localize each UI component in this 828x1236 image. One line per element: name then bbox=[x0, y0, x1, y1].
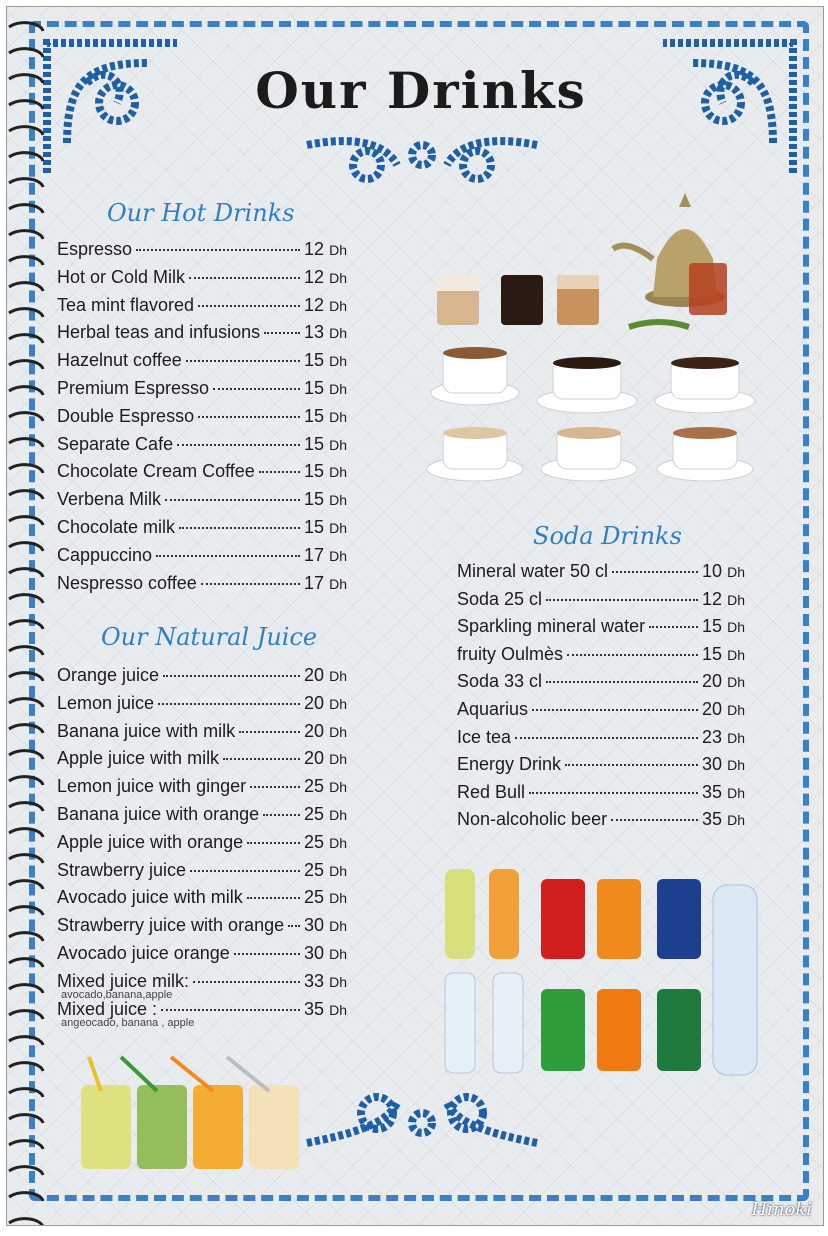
price-unit: Dh bbox=[329, 408, 347, 425]
price-value: 12 bbox=[702, 588, 723, 609]
dot-leader bbox=[546, 599, 698, 601]
price-value: 15 bbox=[304, 461, 325, 482]
menu-item-price bbox=[304, 804, 347, 825]
spiral-ring bbox=[9, 673, 43, 681]
price-unit: Dh bbox=[329, 325, 347, 342]
dot-leader bbox=[234, 953, 300, 955]
price-value: 35 bbox=[304, 998, 325, 1019]
price-unit: Dh bbox=[329, 723, 347, 740]
menu-item-name: Aquarius bbox=[457, 699, 529, 719]
price-unit: Dh bbox=[329, 890, 347, 907]
menu-item-price bbox=[702, 616, 745, 637]
price-value: 20 bbox=[304, 665, 325, 685]
menu-item-price bbox=[304, 378, 347, 399]
price-value: 12 bbox=[304, 266, 325, 287]
price-unit: Dh bbox=[727, 757, 745, 774]
menu-item-name: Espresso bbox=[57, 239, 133, 259]
menu-item-price bbox=[304, 860, 347, 881]
price-unit: Dh bbox=[329, 464, 347, 481]
price-unit: Dh bbox=[329, 353, 347, 370]
menu-item-price bbox=[702, 754, 745, 775]
price-unit: Dh bbox=[329, 520, 347, 536]
price-value: 25 bbox=[304, 804, 325, 824]
menu-item-name: Strawberry juice bbox=[57, 859, 187, 880]
price-unit: Dh bbox=[727, 646, 745, 663]
menu-item-row bbox=[457, 616, 745, 642]
spiral-ring bbox=[9, 595, 43, 603]
price-unit: Dh bbox=[329, 436, 347, 453]
spiral-ring bbox=[9, 491, 43, 499]
price-unit: Dh bbox=[329, 1001, 347, 1018]
spiral-ring bbox=[9, 153, 43, 161]
menu-item-name: Lemon juice with ginger bbox=[57, 776, 247, 797]
spiral-ring bbox=[9, 621, 43, 629]
menu-item-price bbox=[702, 561, 745, 582]
menu-item-name: Mineral water 50 cl bbox=[457, 561, 609, 581]
price-unit: Dh bbox=[727, 702, 745, 718]
dot-leader bbox=[565, 764, 698, 766]
menu-item-name: Nespresso coffee bbox=[57, 572, 197, 593]
price-value: 20 bbox=[304, 748, 325, 769]
dot-leader bbox=[515, 737, 698, 739]
teapot-image bbox=[613, 193, 727, 327]
menu-item-name: Banana juice with milk bbox=[57, 720, 236, 741]
spiral-ring bbox=[9, 465, 43, 473]
dot-leader bbox=[529, 792, 698, 794]
price-value: 15 bbox=[304, 433, 325, 454]
spiral-ring bbox=[9, 387, 43, 395]
menu-item-row bbox=[457, 782, 745, 808]
bottom-ornament bbox=[297, 1083, 547, 1153]
spiral-ring bbox=[9, 257, 43, 265]
dot-leader bbox=[263, 814, 300, 816]
menu-item-row bbox=[57, 322, 347, 348]
menu-item-row bbox=[57, 665, 347, 691]
menu-item-row bbox=[57, 295, 347, 321]
dot-leader bbox=[156, 555, 300, 557]
menu-item-price bbox=[304, 999, 347, 1020]
menu-item-name: Tea mint flavored bbox=[57, 294, 195, 315]
spiral-ring bbox=[9, 1193, 43, 1201]
price-value: 23 bbox=[702, 726, 723, 747]
menu-item-price bbox=[304, 832, 347, 853]
price-value: 13 bbox=[304, 322, 325, 343]
spiral-ring bbox=[9, 309, 43, 317]
price-unit: Dh bbox=[727, 812, 745, 829]
menu-item-row bbox=[57, 350, 347, 376]
dot-leader bbox=[161, 1009, 300, 1011]
dot-leader bbox=[288, 925, 300, 927]
price-value: 25 bbox=[304, 859, 325, 880]
price-value: 15 bbox=[702, 616, 723, 637]
spiral-ring bbox=[9, 49, 43, 57]
spiral-ring bbox=[9, 1089, 43, 1097]
spiral-ring bbox=[9, 439, 43, 447]
price-unit: Dh bbox=[727, 619, 745, 636]
spiral-ring bbox=[9, 725, 43, 733]
price-value: 15 bbox=[304, 489, 325, 510]
spiral-ring bbox=[9, 959, 43, 967]
dot-leader bbox=[250, 786, 300, 788]
price-value: 35 bbox=[702, 809, 723, 830]
spiral-ring bbox=[9, 647, 43, 655]
price-value: 25 bbox=[304, 831, 325, 852]
menu-item-row bbox=[57, 406, 347, 432]
price-unit: Dh bbox=[329, 242, 347, 258]
price-value: 20 bbox=[304, 692, 325, 713]
spiral-ring bbox=[9, 231, 43, 239]
price-unit: Dh bbox=[329, 973, 347, 990]
spiral-ring bbox=[9, 127, 43, 135]
menu-item-name: Ice tea bbox=[457, 726, 512, 747]
watermark-signature: Hinoki bbox=[751, 1199, 812, 1220]
spiral-ring bbox=[9, 933, 43, 941]
juice-glasses-illustration bbox=[61, 1051, 311, 1175]
price-value: 30 bbox=[304, 943, 325, 963]
menu-item-price bbox=[304, 434, 347, 455]
menu-item-row bbox=[457, 671, 745, 697]
price-value: 35 bbox=[702, 781, 723, 802]
soda-drinks-heading: Soda Drinks bbox=[533, 522, 682, 550]
price-unit: Dh bbox=[329, 297, 347, 314]
price-value: 15 bbox=[304, 517, 325, 537]
dot-leader bbox=[247, 897, 300, 899]
dot-leader bbox=[649, 626, 698, 628]
spiral-ring bbox=[9, 517, 43, 525]
spiral-ring bbox=[9, 335, 43, 343]
price-value: 30 bbox=[304, 915, 325, 936]
natural-juice-heading: Our Natural Juice bbox=[101, 623, 318, 651]
menu-item-name: Apple juice with orange bbox=[57, 831, 244, 852]
price-unit: Dh bbox=[329, 779, 347, 796]
dot-leader bbox=[179, 527, 300, 529]
dot-leader bbox=[546, 681, 698, 683]
price-value: 25 bbox=[304, 887, 325, 908]
price-value: 25 bbox=[304, 776, 325, 797]
menu-item-price bbox=[304, 748, 347, 769]
menu-item-name: Lemon juice bbox=[57, 692, 155, 713]
price-unit: Dh bbox=[727, 674, 745, 691]
price-unit: Dh bbox=[727, 591, 745, 608]
dot-leader bbox=[190, 870, 300, 872]
price-unit: Dh bbox=[329, 834, 347, 851]
menu-item-price bbox=[702, 809, 745, 830]
price-unit: Dh bbox=[329, 695, 347, 712]
menu-item-name: Sparkling mineral water bbox=[457, 616, 646, 637]
menu-item-row bbox=[57, 378, 347, 404]
menu-item-name: fruity Oulmès bbox=[457, 643, 564, 664]
menu-item-price bbox=[304, 517, 347, 538]
menu-item-price bbox=[702, 589, 745, 610]
spiral-binding bbox=[7, 7, 45, 1226]
price-unit: Dh bbox=[727, 729, 745, 746]
menu-item-row bbox=[457, 727, 745, 753]
price-value: 20 bbox=[304, 720, 325, 741]
price-unit: Dh bbox=[329, 492, 347, 509]
menu-item-name: Separate Cafe bbox=[57, 433, 174, 454]
menu-item-row bbox=[57, 748, 347, 774]
price-value: 12 bbox=[304, 294, 325, 315]
dot-leader bbox=[198, 416, 300, 418]
menu-item-price bbox=[702, 699, 745, 720]
dot-leader bbox=[165, 499, 300, 501]
spiral-ring bbox=[9, 75, 43, 83]
menu-item-row bbox=[457, 754, 745, 780]
menu-item-name: Red Bull bbox=[457, 781, 526, 802]
menu-item-price bbox=[304, 406, 347, 427]
spiral-ring bbox=[9, 855, 43, 863]
menu-item-name: Verbena Milk bbox=[57, 489, 162, 510]
spiral-ring bbox=[9, 751, 43, 759]
dot-leader bbox=[177, 444, 300, 446]
menu-item-name: Herbal teas and infusions bbox=[57, 322, 261, 343]
dot-leader bbox=[611, 819, 698, 821]
menu-item-row bbox=[57, 804, 347, 830]
menu-item-row bbox=[57, 721, 347, 747]
price-unit: Dh bbox=[329, 381, 347, 397]
price-unit: Dh bbox=[329, 918, 347, 935]
menu-item-row bbox=[457, 809, 745, 835]
spiral-ring bbox=[9, 1037, 43, 1045]
price-unit: Dh bbox=[727, 564, 745, 580]
menu-item-name: Apple juice with milk bbox=[57, 748, 220, 769]
menu-item-row bbox=[57, 693, 347, 719]
dot-leader bbox=[198, 305, 300, 307]
menu-item-price bbox=[304, 887, 347, 908]
menu-item-name: Hazelnut coffee bbox=[57, 350, 182, 371]
menu-item-row bbox=[57, 832, 347, 858]
spiral-ring bbox=[9, 1115, 43, 1123]
spiral-ring bbox=[9, 829, 43, 837]
spiral-ring bbox=[9, 699, 43, 707]
hot-drinks-illustration bbox=[417, 179, 787, 489]
price-value: 20 bbox=[702, 699, 723, 719]
price-unit: Dh bbox=[329, 668, 347, 684]
menu-item-price bbox=[304, 573, 347, 594]
price-value: 15 bbox=[304, 405, 325, 426]
menu-item-row bbox=[457, 589, 745, 615]
price-unit: Dh bbox=[329, 547, 347, 564]
menu-item-name: Cappuccino bbox=[57, 544, 153, 565]
menu-page bbox=[6, 6, 824, 1226]
menu-item-row bbox=[57, 776, 347, 802]
menu-item-name: Avocado juice with milk bbox=[57, 887, 243, 908]
dot-leader bbox=[158, 703, 300, 705]
menu-item-price bbox=[304, 915, 347, 936]
spiral-ring bbox=[9, 907, 43, 915]
menu-item-name: Non-alcoholic beer bbox=[457, 809, 608, 830]
price-value: 10 bbox=[702, 561, 723, 581]
menu-item-row bbox=[57, 434, 347, 460]
hot-drinks-heading: Our Hot Drinks bbox=[107, 199, 295, 227]
menu-item-row bbox=[57, 943, 347, 969]
menu-item-price bbox=[304, 295, 347, 316]
dot-leader bbox=[239, 731, 300, 733]
menu-item-note: angeocado, banana , apple bbox=[61, 1016, 195, 1029]
dot-leader bbox=[612, 571, 698, 573]
menu-item-price bbox=[304, 721, 347, 742]
spiral-ring bbox=[9, 361, 43, 369]
menu-item-row bbox=[57, 573, 347, 599]
spiral-ring bbox=[9, 1167, 43, 1175]
menu-item-price bbox=[304, 971, 347, 992]
dot-leader bbox=[186, 360, 300, 362]
menu-item-row bbox=[457, 561, 745, 587]
menu-item-name: Orange juice bbox=[57, 665, 160, 685]
spiral-ring bbox=[9, 23, 43, 31]
menu-item-name: Energy Drink bbox=[457, 754, 562, 775]
menu-item-price bbox=[702, 644, 745, 665]
menu-item-price bbox=[702, 782, 745, 803]
spiral-ring bbox=[9, 569, 43, 577]
price-value: 17 bbox=[304, 544, 325, 565]
menu-item-price bbox=[304, 693, 347, 714]
menu-item-name: Strawberry juice with orange bbox=[57, 915, 285, 936]
dot-leader bbox=[259, 471, 300, 473]
spiral-ring bbox=[9, 413, 43, 421]
spiral-ring bbox=[9, 985, 43, 993]
dot-leader bbox=[193, 981, 300, 983]
price-value: 15 bbox=[304, 378, 325, 398]
spiral-ring bbox=[9, 543, 43, 551]
menu-item-row bbox=[57, 461, 347, 487]
menu-item-price bbox=[304, 489, 347, 510]
spiral-ring bbox=[9, 1011, 43, 1019]
dot-leader bbox=[189, 277, 300, 279]
price-value: 15 bbox=[702, 643, 723, 664]
menu-item-price bbox=[304, 943, 347, 964]
menu-item-name: Hot or Cold Milk bbox=[57, 266, 186, 287]
spiral-ring bbox=[9, 1219, 43, 1226]
menu-item-price bbox=[304, 239, 347, 260]
dot-leader bbox=[136, 249, 300, 251]
spiral-ring bbox=[9, 803, 43, 811]
menu-item-price bbox=[702, 727, 745, 748]
spiral-ring bbox=[9, 1063, 43, 1071]
menu-item-row bbox=[57, 517, 347, 543]
menu-item-name: Avocado juice orange bbox=[57, 943, 230, 963]
spiral-ring bbox=[9, 1141, 43, 1149]
dot-leader bbox=[532, 709, 698, 711]
price-unit: Dh bbox=[329, 862, 347, 879]
menu-item-price bbox=[304, 665, 347, 686]
price-value: 12 bbox=[304, 239, 325, 259]
menu-item-price bbox=[304, 322, 347, 343]
dot-leader bbox=[201, 583, 300, 585]
spiral-ring bbox=[9, 777, 43, 785]
menu-item-name: Banana juice with orange bbox=[57, 804, 260, 824]
menu-item-note: avocado,banana,apple bbox=[61, 988, 173, 1001]
menu-item-price bbox=[304, 267, 347, 288]
price-unit: Dh bbox=[329, 946, 347, 962]
menu-item-row bbox=[57, 860, 347, 886]
dot-leader bbox=[223, 758, 300, 760]
price-unit: Dh bbox=[329, 575, 347, 592]
price-value: 20 bbox=[702, 671, 723, 692]
dot-leader bbox=[264, 332, 300, 334]
spiral-ring bbox=[9, 283, 43, 291]
price-value: 33 bbox=[304, 970, 325, 991]
menu-item-name: Soda 25 cl bbox=[457, 588, 543, 609]
menu-item-row bbox=[57, 545, 347, 571]
menu-item-name: Chocolate milk bbox=[57, 517, 176, 537]
menu-item-row bbox=[57, 239, 347, 265]
spiral-ring bbox=[9, 205, 43, 213]
menu-item-price bbox=[702, 671, 745, 692]
menu-item-price bbox=[304, 776, 347, 797]
menu-item-name: Double Espresso bbox=[57, 405, 195, 426]
menu-item-name: Mixed juice milk: bbox=[57, 970, 190, 991]
menu-item-name: Mixed juice : bbox=[57, 998, 158, 1019]
menu-item-row bbox=[57, 887, 347, 913]
price-unit: Dh bbox=[329, 269, 347, 286]
menu-item-row bbox=[57, 489, 347, 515]
menu-item-name: Soda 33 cl bbox=[457, 671, 543, 692]
price-value: 15 bbox=[304, 350, 325, 371]
spiral-ring bbox=[9, 179, 43, 187]
price-unit: Dh bbox=[727, 784, 745, 801]
price-value: 17 bbox=[304, 572, 325, 593]
menu-item-name: Premium Espresso bbox=[57, 378, 210, 398]
menu-item-name: Chocolate Cream Coffee bbox=[57, 461, 255, 482]
menu-item-row bbox=[457, 644, 745, 670]
spiral-ring bbox=[9, 881, 43, 889]
dot-leader bbox=[163, 675, 300, 677]
menu-item-row bbox=[57, 267, 347, 293]
dot-leader bbox=[247, 842, 300, 844]
menu-item-row bbox=[57, 915, 347, 941]
price-value: 30 bbox=[702, 754, 723, 775]
soda-drinks-illustration bbox=[437, 849, 777, 1079]
menu-item-price bbox=[304, 350, 347, 371]
price-unit: Dh bbox=[329, 751, 347, 768]
price-unit: Dh bbox=[329, 807, 347, 823]
page-title: Our Drinks bbox=[255, 61, 587, 120]
dot-leader bbox=[213, 388, 300, 390]
menu-item-price bbox=[304, 545, 347, 566]
menu-item-row bbox=[457, 699, 745, 725]
spiral-ring bbox=[9, 101, 43, 109]
dot-leader bbox=[567, 654, 698, 656]
menu-item-price bbox=[304, 461, 347, 482]
